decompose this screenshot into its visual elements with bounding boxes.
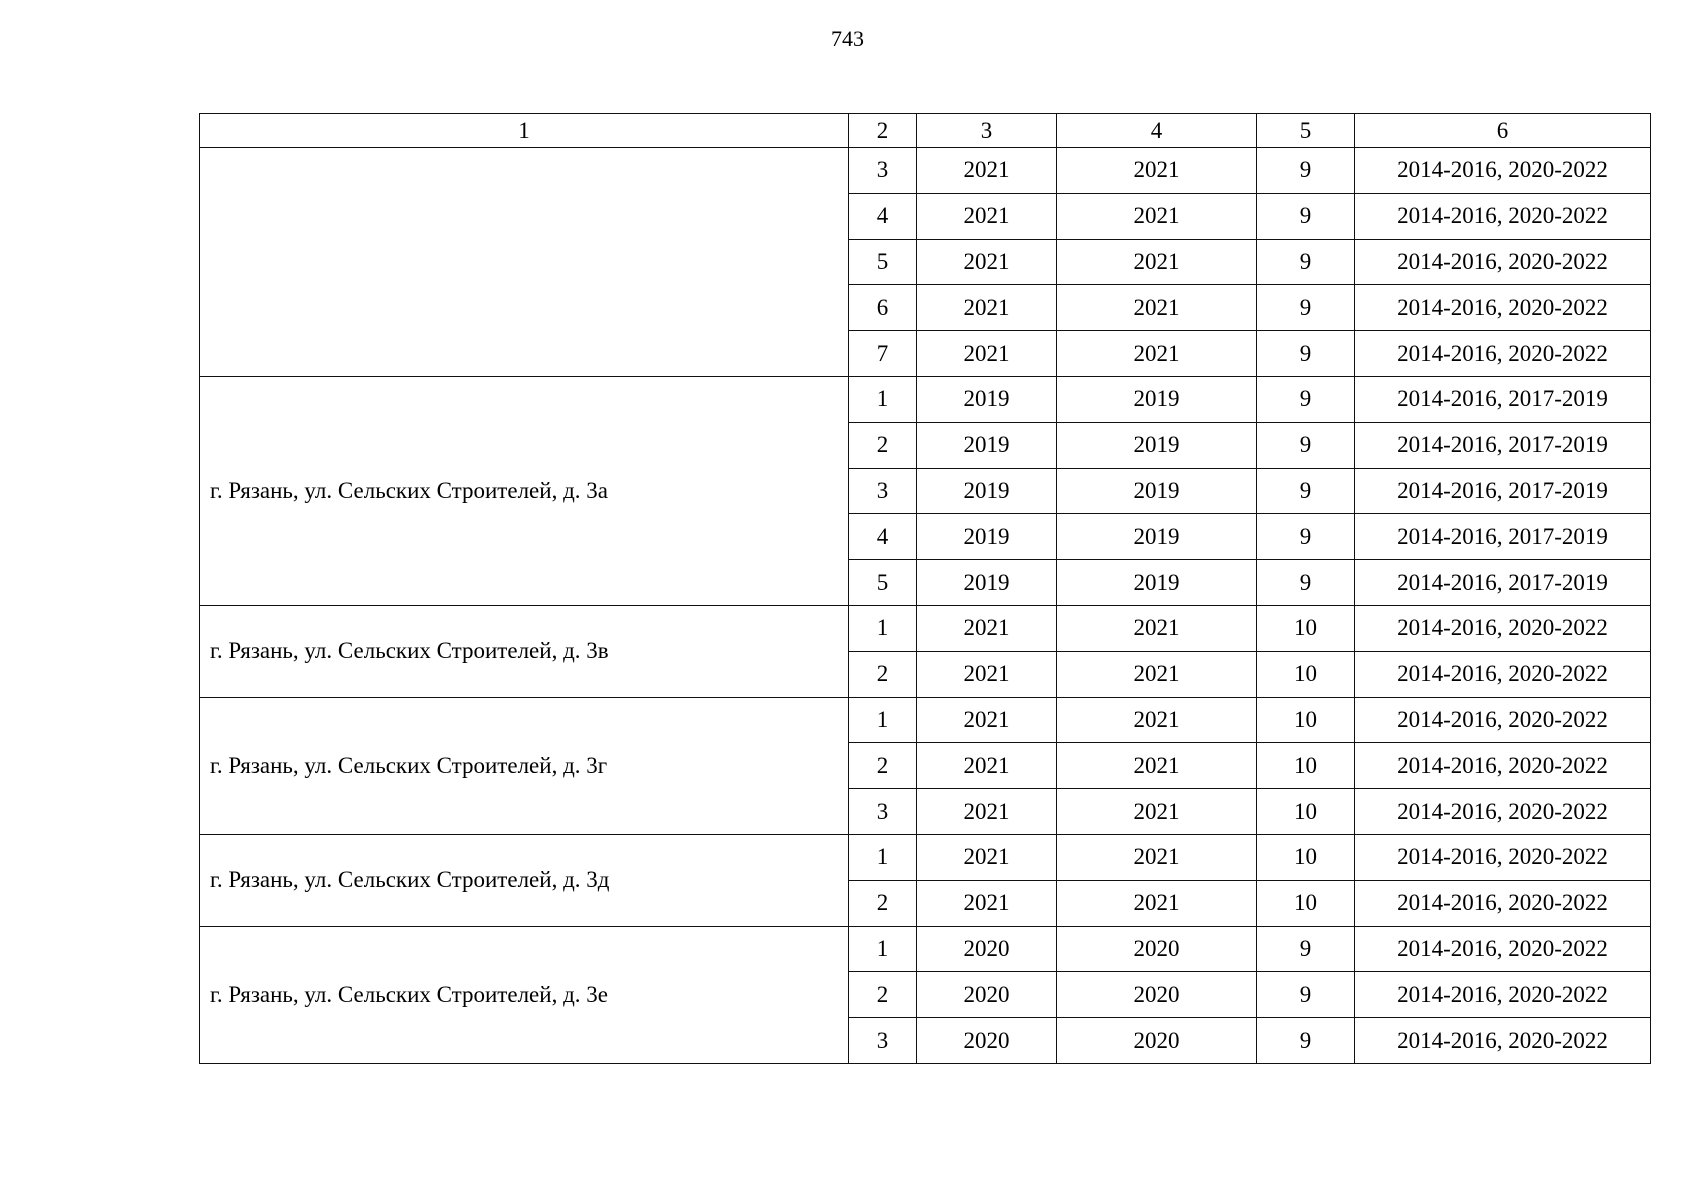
table-cell: 3 (849, 1018, 917, 1064)
table-cell: 1 (849, 697, 917, 743)
address-cell: г. Рязань, ул. Сельских Строителей, д. 3е (200, 926, 849, 1063)
table-row (200, 376, 1651, 422)
address-cell: г. Рязань, ул. Сельских Строителей, д. 3д (200, 834, 849, 926)
table-cell: 9 (1257, 193, 1355, 239)
table-cell: 2021 (1057, 605, 1257, 651)
table-cell: 9 (1257, 926, 1355, 972)
table-cell: 2014-2016, 2017-2019 (1355, 514, 1651, 560)
table-cell: 4 (849, 514, 917, 560)
table-cell: 2019 (1057, 468, 1257, 514)
table-row (200, 605, 1651, 651)
table-cell: 2021 (917, 148, 1057, 194)
table-cell: 2021 (917, 789, 1057, 835)
table-row (200, 697, 1651, 743)
table-cell: 9 (1257, 514, 1355, 560)
column-header: 2 (849, 114, 917, 148)
page-number: 743 (831, 26, 864, 51)
table-cell: 2014-2016, 2020-2022 (1355, 834, 1651, 880)
table-cell: 2020 (1057, 1018, 1257, 1064)
column-header: 3 (917, 114, 1057, 148)
table-cell: 1 (849, 376, 917, 422)
table-cell: 2021 (917, 880, 1057, 926)
table-cell: 2021 (1057, 331, 1257, 377)
table-cell: 2021 (917, 743, 1057, 789)
table-cell: 2020 (917, 926, 1057, 972)
table-cell: 10 (1257, 880, 1355, 926)
table-cell: 3 (849, 148, 917, 194)
table-body (200, 114, 1651, 1064)
table-row (200, 926, 1651, 972)
table-cell: 2014-2016, 2017-2019 (1355, 376, 1651, 422)
table-cell: 9 (1257, 376, 1355, 422)
table-cell: 9 (1257, 1018, 1355, 1064)
table-cell: 5 (849, 560, 917, 606)
table-cell: 2021 (1057, 697, 1257, 743)
table-cell: 9 (1257, 239, 1355, 285)
table-cell: 2021 (1057, 834, 1257, 880)
table-cell: 2019 (1057, 376, 1257, 422)
table-cell: 9 (1257, 285, 1355, 331)
table-cell: 2020 (1057, 926, 1257, 972)
table-cell: 2019 (917, 376, 1057, 422)
column-header: 1 (200, 114, 849, 148)
table-cell: 2021 (917, 239, 1057, 285)
table-cell: 2014-2016, 2020-2022 (1355, 148, 1651, 194)
table-cell: 10 (1257, 834, 1355, 880)
table-cell: 2021 (917, 697, 1057, 743)
table-cell: 2021 (1057, 743, 1257, 789)
table-cell: 2014-2016, 2020-2022 (1355, 972, 1651, 1018)
table-cell: 4 (849, 193, 917, 239)
table-cell: 2021 (917, 651, 1057, 697)
address-cell: г. Рязань, ул. Сельских Строителей, д. 3в (200, 605, 849, 697)
table-cell: 2021 (917, 834, 1057, 880)
table-cell: 2019 (1057, 560, 1257, 606)
table-cell: 2014-2016, 2020-2022 (1355, 697, 1651, 743)
table-cell: 2014-2016, 2020-2022 (1355, 1018, 1651, 1064)
table-cell: 2014-2016, 2020-2022 (1355, 193, 1651, 239)
table-cell: 1 (849, 605, 917, 651)
table-cell: 2019 (917, 422, 1057, 468)
table-cell: 2021 (1057, 148, 1257, 194)
table-cell: 1 (849, 926, 917, 972)
table-cell: 2 (849, 880, 917, 926)
table-cell: 7 (849, 331, 917, 377)
table-cell: 2021 (917, 331, 1057, 377)
table-cell: 3 (849, 789, 917, 835)
table-cell: 2019 (1057, 422, 1257, 468)
table-cell: 2021 (1057, 651, 1257, 697)
table-cell: 2019 (917, 468, 1057, 514)
table-cell: 10 (1257, 697, 1355, 743)
data-table (199, 113, 1651, 1064)
table-cell: 2014-2016, 2020-2022 (1355, 926, 1651, 972)
table-cell: 10 (1257, 789, 1355, 835)
table-cell: 2014-2016, 2017-2019 (1355, 468, 1651, 514)
address-cell: г. Рязань, ул. Сельских Строителей, д. 3г (200, 697, 849, 834)
table-cell: 2014-2016, 2020-2022 (1355, 743, 1651, 789)
table-cell: 9 (1257, 422, 1355, 468)
table-cell: 2019 (917, 514, 1057, 560)
header-row (200, 114, 1651, 148)
table-cell: 2021 (1057, 193, 1257, 239)
table-cell: 6 (849, 285, 917, 331)
column-header: 4 (1057, 114, 1257, 148)
table-cell: 10 (1257, 743, 1355, 789)
table-cell: 2021 (1057, 789, 1257, 835)
table-cell: 2020 (917, 972, 1057, 1018)
address-cell (200, 148, 849, 377)
table-cell: 9 (1257, 560, 1355, 606)
table-cell: 2014-2016, 2020-2022 (1355, 605, 1651, 651)
table-cell: 2014-2016, 2020-2022 (1355, 651, 1651, 697)
column-header: 5 (1257, 114, 1355, 148)
table-cell: 1 (849, 834, 917, 880)
table-cell: 2014-2016, 2020-2022 (1355, 285, 1651, 331)
table-cell: 2 (849, 743, 917, 789)
table-cell: 3 (849, 468, 917, 514)
table-row (200, 834, 1651, 880)
table-cell: 2014-2016, 2020-2022 (1355, 880, 1651, 926)
table-cell: 9 (1257, 331, 1355, 377)
table-cell: 2021 (1057, 285, 1257, 331)
table-cell: 2014-2016, 2017-2019 (1355, 560, 1651, 606)
table-cell: 2021 (917, 605, 1057, 651)
table-cell: 2 (849, 972, 917, 1018)
table-cell: 10 (1257, 605, 1355, 651)
table-cell: 9 (1257, 468, 1355, 514)
table-cell: 2021 (917, 285, 1057, 331)
table-row (200, 148, 1651, 194)
table-cell: 2014-2016, 2017-2019 (1355, 422, 1651, 468)
table-cell: 2019 (1057, 514, 1257, 560)
address-cell: г. Рязань, ул. Сельских Строителей, д. 3а (200, 376, 849, 605)
table-cell: 10 (1257, 651, 1355, 697)
table-cell: 2021 (1057, 239, 1257, 285)
table-cell: 2014-2016, 2020-2022 (1355, 331, 1651, 377)
table-cell: 2014-2016, 2020-2022 (1355, 239, 1651, 285)
table-cell: 2 (849, 651, 917, 697)
table-cell: 2014-2016, 2020-2022 (1355, 789, 1651, 835)
table-cell: 2020 (917, 1018, 1057, 1064)
table-cell: 5 (849, 239, 917, 285)
table-cell: 2019 (917, 560, 1057, 606)
table-cell: 9 (1257, 148, 1355, 194)
table-cell: 2021 (1057, 880, 1257, 926)
table-cell: 2021 (917, 193, 1057, 239)
column-header: 6 (1355, 114, 1651, 148)
table-cell: 2 (849, 422, 917, 468)
table-cell: 2020 (1057, 972, 1257, 1018)
table-cell: 9 (1257, 972, 1355, 1018)
